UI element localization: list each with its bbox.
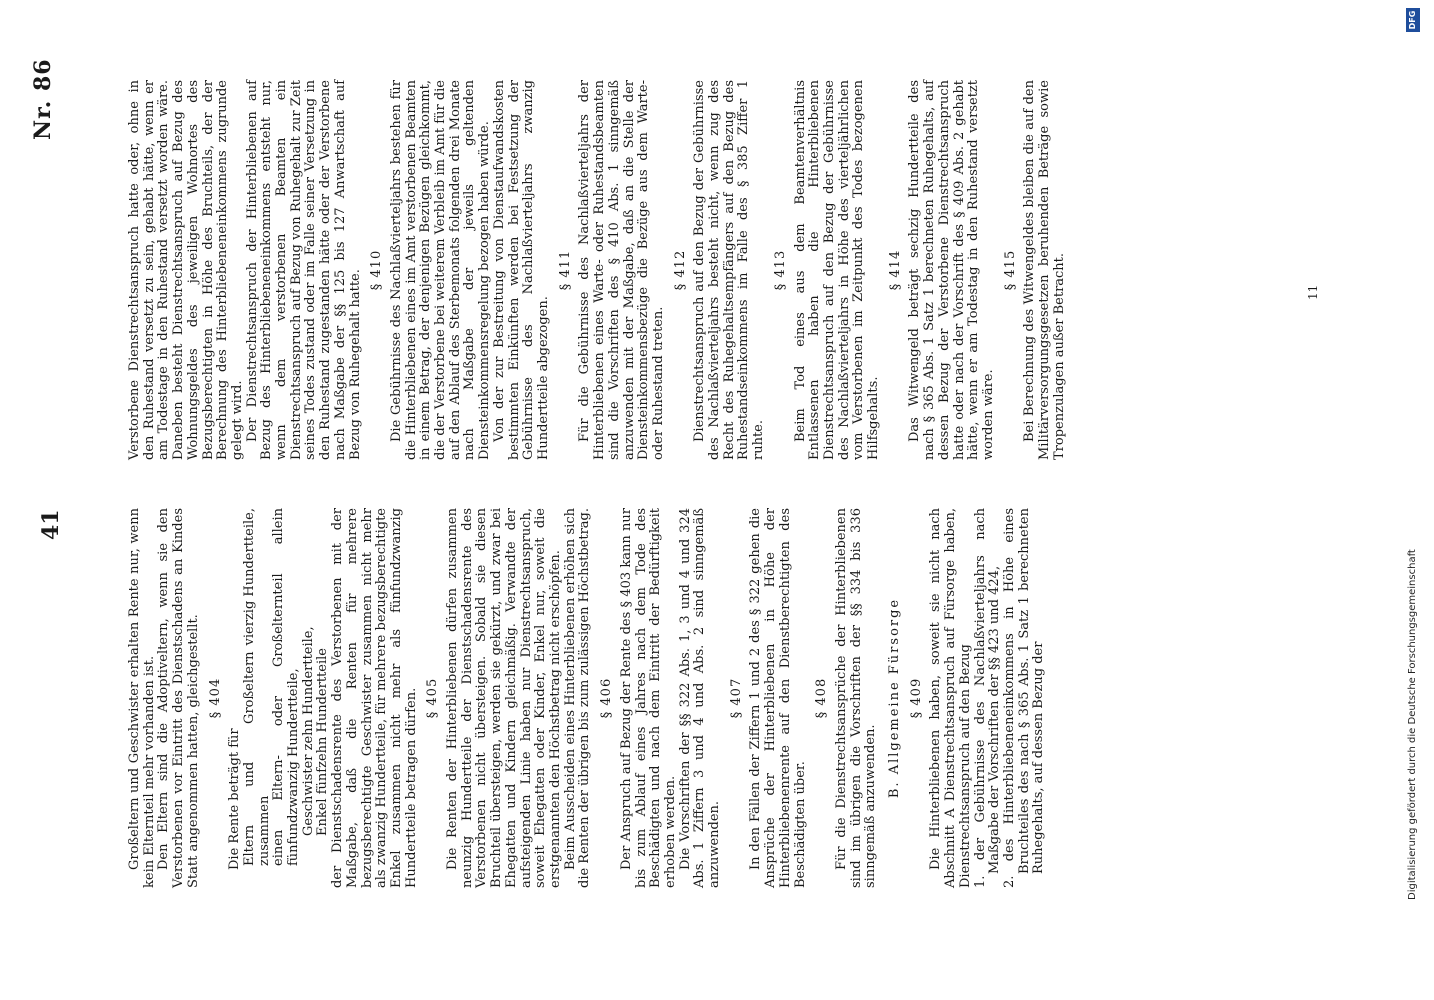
paragraph: Dienstrechtsanspruch auf den Bezug der Gebührnisse des Nachlaßvierteljahrs besteht nicht, wenn zug des Recht des Ruhegehaltsempfängers auf den Bezug des Ruhestandseinkommens im Falle des § 385 Ziffer 1 ruhte.	[692, 80, 767, 460]
paragraph: Das Witwengeld beträgt sechzig Hundertteile des nach § 365 Abs. 1 Satz 1 berechneten Ruhegehalts, auf dessen Bezug der Verstorbene Dienstrechtsanspruch hatte oder nach der Vorschrift des § 409 Abs. 2 gehabt hätte, wenn er am Todestag in den Ruhestand versetzt worden wäre.	[907, 80, 996, 460]
paragraph: Den Eltern sind die Adoptiveltern, wenn sie den Verstorbenen vor Eintritt des Dienstschadens an Kindes Statt angenommen hatten, gleichgestellt.	[156, 508, 201, 888]
section-heading: § 405	[425, 677, 441, 719]
right-column	[128, 80, 1067, 460]
paragraph: Verstorbene Dienstrechtsanspruch hatte oder, ohne in den Ruhestand versetzt zu sein, gehabt hätte, wenn er am Todestage in den Ruhestand versetzt worden wäre. Daneben besteht Dienstrechtsanspruch auf Bezug des Wohnungsgeldes des jeweiligen Wohnortes des Bezugsberechtigten in Höhe des Bruchteils, der der Berechnung des Hinterbliebeneneinkommens zugrunde gelegt wird.	[127, 80, 245, 460]
paragraph: Bei Berechnung des Witwengeldes bleiben die auf den Militärversorgungsgesetzen beruhenden Beträge sowie Tropenzulagen außer Betracht.	[1022, 80, 1067, 460]
paragraph: Die Gebührnisse des Nachlaßvierteljahrs bestehen für die Hinterbliebenen eines im Amt verstorbenen Beamten in einem Betrag, der denjenigen Bezügen gleichkommt, die der Verstorbene bei weiterem Verbleib im Amt für die auf den Ablauf des Sterbemonats folgenden drei Monate nach Maßgabe der jeweils geltenden Diensteinkommensregelung bezogen haben würde.	[388, 80, 493, 460]
section-heading: § 407	[728, 677, 744, 719]
paragraph: Die Renten der Hinterbliebenen dürfen zusammen neunzig Hundertteile der Dienstschadensrente des Verstorbenen nicht übersteigen. Sobald sie diesen Bruchteil übersteigen, werden sie gekürzt, und zwar bei Ehegatten und Kindern gleichmäßig. Verwandte der aufsteigenden Linie haben nur Dienstrechtsanspruch, soweit Ehegatten oder Kinder, Enkel nur, soweit die erstgenannten den Höchstbetrag nicht erschöpfen.	[445, 508, 563, 888]
rate-row	[243, 508, 272, 888]
section-heading: § 412	[672, 249, 688, 291]
rate-row: Geschwister zehn Hundertteile,	[300, 626, 316, 836]
issue-number: Nr. 86	[30, 58, 56, 140]
signature-mark: 11	[1306, 284, 1320, 300]
section-heading: § 409	[908, 677, 924, 719]
section-heading: § 404	[207, 677, 223, 719]
paragraph: Die Vorschriften der §§ 322 Abs. 1, 3 und 4 und 324 Abs. 1 Ziffern 3 und 4 und Abs. 2 sind sinngemäß anzuwenden.	[677, 508, 723, 888]
rate-label: Eltern und Großeltern zusammen	[241, 651, 272, 866]
list-item: 1. der Gebührnisse des Nachlaßvierteljahrs nach Maßgabe der Vorschriften der §§ 423 und 424,	[972, 508, 1003, 888]
section-heading: § 414	[887, 249, 903, 291]
paragraph: Der Dienstrechtsanspruch der Hinterbliebenen auf Bezug des Hinterbliebeneneinkommens entsteht nur, wenn dem verstorbenen Beamten ein Dienstrechtsanspruch auf Bezug von Ruhegehalt zur Zeit seines Todes zustand oder im Falle seiner Versetzung in den Ruhestand zugestanden hätte oder der Verstorbene nach Maßgabe der §§ 125 bis 127 Anwartschaft auf Bezug von Ruhegehalt hatte.	[244, 80, 363, 460]
paragraph: Von der zur Bestreitung von Dienstaufwandskosten bestimmten Einkünften werden bei Festsetzung der Gebührnisse des Nachlaßvierteljahrs zwanzig Hundertteile abgezogen.	[491, 80, 551, 460]
paragraph: Großeltern und Geschwister erhalten Rente nur, wenn kein Elternteil mehr vorhanden ist.	[127, 508, 157, 888]
dfg-logo: DFG	[1406, 8, 1420, 32]
left-column	[128, 508, 1047, 888]
rate-row: einen Eltern- oder Großelternteil allein fünfundzwanzig Hundertteile,	[271, 508, 302, 866]
rate-row: Enkel fünfzehn Hundertteile	[315, 648, 331, 836]
paragraph: Für die Gebührnisse des Nachlaßvierteljahrs der Hinterbliebenen eines Warte- oder Ruhestandsbeamten sind die Vorschriften des § 410 Abs. 1 sinngemäß anzuwenden mit der Maßgabe, daß an die Stelle der Diensteinkommensbezüge die Bezüge aus dem Warte- oder Ruhestand treten.	[577, 80, 666, 460]
paragraph: Beim Tod eines aus dem Beamtenverhältnis Entlassenen haben die Hinterbliebenen Dienstrechtsanspruch auf den Bezug der Gebührnisse des Nachlaßvierteljahrs in Höhe des vierteljährlichen vom Verstorbenen im Zeitpunkt des Todes bezogenen Hilfsgehalts.	[792, 80, 882, 460]
paragraph: Beim Ausscheiden eines Hinterbliebenen erhöhen sich die Renten der übrigen bis zum zulässigen Höchstbetrag.	[562, 507, 593, 888]
section-heading: § 413	[772, 249, 788, 291]
rate-value: vierzig Hundertteile,	[241, 508, 257, 646]
paragraph: In den Fällen der Ziffern 1 und 2 des § 322 gehen die Ansprüche der Hinterbliebenen in Höhe der Hinterbliebenenrente auf den Dienstberechtigten des Beschädigten über.	[748, 508, 808, 888]
section-heading: § 408	[814, 677, 830, 719]
paragraph: Der Anspruch auf Bezug der Rente des § 403 kann nur bis zum Ablauf eines Jahres nach dem Tode des Beschädigten und nach dem Eintritt der Bedürftigkeit erhoben werden.	[618, 508, 678, 888]
paragraph: Für die Dienstrechtsansprüche der Hinterbliebenen sind im übrigen die Vorschriften der §§ 334 bis 336 sinngemäß anzuwenden.	[833, 508, 879, 888]
section-heading: § 415	[1002, 249, 1018, 291]
section-heading: § 406	[599, 677, 615, 719]
part-heading: B. Allgemeine Fürsorge	[887, 597, 903, 799]
paragraph: Die Hinterbliebenen haben, soweit sie nicht nach Abschnitt A Dienstrechtsanspruch auf Fürsorge haben, Dienstrechtsanspruch auf den Bezug	[928, 508, 973, 888]
paragraph: Die Rente beträgt für	[227, 728, 243, 870]
page-number: 41	[38, 509, 64, 540]
section-heading: § 411	[557, 249, 573, 291]
digitization-note: Digitalisierung gefördert durch die Deutsche Forschungsgemeinschaft	[1407, 549, 1418, 900]
list-item: 2. des Hinterbliebeneneinkommens in Höhe eines Bruchteiles des nach § 365 Abs. 1 Satz 1 berechneten Ruhegehalts, auf dessen Bezug der	[1001, 508, 1047, 888]
paragraph: der Dienstschadensrente des Verstorbenen mit der Maßgabe, daß die Renten für mehrere bezugsberechtigte Geschwister zusammen nicht mehr als zwanzig Hundertteile, für mehrere bezugsberechtigte Enkel zusammen nicht mehr als fünfundzwanzig Hundertteile betragen dürfen.	[330, 508, 419, 888]
section-heading: § 410	[369, 249, 385, 291]
